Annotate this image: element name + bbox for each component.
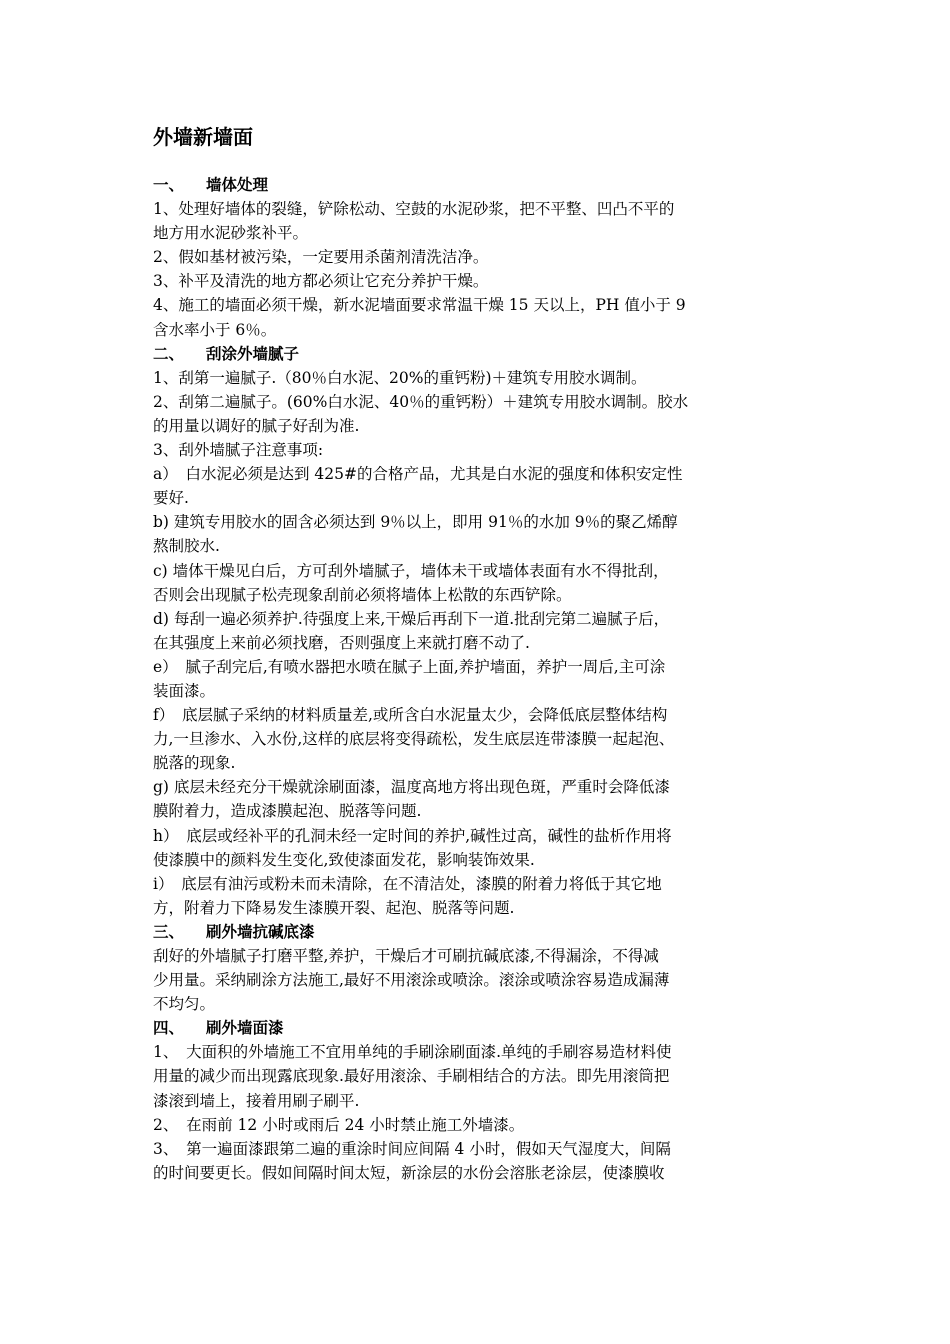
section-number: 三、	[153, 922, 185, 941]
paragraph-line: h） 底层或经补平的孔洞未经一定时间的养护,碱性过高，碱性的盐析作用将	[153, 826, 672, 845]
section-number: 二、	[153, 344, 185, 363]
paragraph-line: 1、 大面积的外墙施工不宜用单纯的手刷涂刷面漆.单纯的手刷容易造材料使	[153, 1043, 672, 1062]
paragraph-line: 脱落的现象.	[153, 754, 236, 773]
paragraph-line: 要好.	[153, 489, 189, 508]
paragraph-line: a） 白水泥必须是达到 425#的合格产品，尤其是白水泥的强度和体积安定性	[153, 465, 683, 484]
paragraph-line: 地方用水泥砂浆补平。	[153, 224, 309, 243]
section-heading	[153, 173, 803, 197]
paragraph-line: 1、刮第一遍腻子.（80％白水泥、20%的重钙粉)＋建筑专用胶水调制。	[153, 368, 647, 387]
paragraph-line: 刮好的外墙腻子打磨平整,养护，干燥后才可刷抗碱底漆,不得漏涂，不得减	[153, 947, 659, 965]
paragraph-line: 使漆膜中的颜料发生变化,致使漆面发花，影响装饰效果.	[153, 850, 535, 869]
paragraph-line: 否则会出现腻子松壳现象刮前必须将墙体上松散的东西铲除。	[153, 585, 572, 604]
paragraph-line: 用量的减少而出现露底现象.最好用滚涂、手刷相结合的方法。即先用滚筒把	[153, 1067, 670, 1086]
paragraph-line: 在其强度上来前必须找磨，否则强度上来就打磨不动了.	[153, 633, 530, 652]
paragraph-line: 少用量。采纳刷涂方法施工,最好不用滚涂或喷涂。滚涂或喷涂容易造成漏薄	[153, 971, 670, 990]
paragraph-line: 1、处理好墙体的裂缝，铲除松动、空鼓的水泥砂浆，把不平整、凹凸不平的	[153, 200, 675, 219]
paragraph-line: c) 墙体干燥见白后，方可刮外墙腻子，墙体未干或墙体表面有水不得批刮，	[153, 561, 669, 580]
document-body	[153, 173, 803, 1185]
paragraph-line: 2、刮第二遍腻子。(60%白水泥、40％的重钙粉）＋建筑专用胶水调制。胶水	[153, 392, 689, 411]
paragraph-line: 3、 第一遍面漆跟第二遍的重涂时间应间隔 4 小时，假如天气湿度大，间隔	[153, 1139, 671, 1158]
paragraph-line: b) 建筑专用胶水的固含必须达到 9％以上，即用 91％的水加 9％的聚乙烯醇	[153, 513, 678, 532]
section-heading	[153, 920, 803, 944]
paragraph-line: 方，附着力下降易发生漆膜开裂、起泡、脱落等问题.	[153, 898, 515, 917]
paragraph-line: 漆滚到墙上，接着用刷子刷平.	[153, 1091, 360, 1110]
paragraph-line: 的用量以调好的腻子好刮为准.	[153, 416, 360, 435]
paragraph-line: 4、施工的墙面必须干燥，新水泥墙面要求常温干燥 15 天以上，PH 值小于 9	[153, 296, 686, 315]
section-number: 四、	[153, 1019, 185, 1038]
section-number: 一、	[153, 176, 185, 194]
paragraph-line: 的时间要更长。假如间隔时间太短，新涂层的水份会溶胀老涂层，使漆膜收	[153, 1163, 665, 1182]
document-title: 外墙新墙面	[153, 125, 253, 149]
paragraph-line: f） 底层腻子采纳的材料质量差,或所含白水泥量太少，会降低底层整体结构	[153, 706, 668, 725]
paragraph-line: 熬制胶水.	[153, 537, 220, 556]
paragraph-line: 不均匀。	[153, 995, 216, 1014]
section-heading	[153, 1016, 803, 1040]
paragraph-line: i） 底层有油污或粉未而未清除，在不清洁处，漆膜的附着力将低于其它地	[153, 874, 662, 893]
paragraph-line: 含水率小于 6％。	[153, 320, 277, 339]
paragraph-line: d) 每刮一遍必须养护.待强度上来,干燥后再刮下一道.批刮完第二遍腻子后，	[153, 609, 670, 628]
paragraph-line: 3、刮外墙腻子注意事项:	[153, 441, 324, 460]
paragraph-line: g) 底层未经充分干燥就涂刷面漆，温度高地方将出现色斑，严重时会降低漆	[153, 778, 670, 797]
paragraph-line: 2、 在雨前 12 小时或雨后 24 小时禁止施工外墙漆。	[153, 1115, 525, 1134]
paragraph-line: e） 腻子刮完后,有喷水器把水喷在腻子上面,养护墙面，养护一周后,主可涂	[153, 657, 666, 676]
section-title: 墙体处理	[206, 176, 269, 194]
paragraph-line: 装面漆。	[153, 681, 216, 700]
paragraph-line: 2、假如基材被污染，一定要用杀菌剂清洗洁净。	[153, 248, 489, 267]
paragraph-line: 3、补平及清洗的地方都必须让它充分养护干燥。	[153, 272, 489, 291]
section-heading	[153, 342, 803, 366]
paragraph-line: 膜附着力，造成漆膜起泡、脱落等问题.	[153, 802, 422, 821]
section-title: 刮涂外墙腻子	[206, 344, 300, 363]
paragraph-line: 力,一旦渗水、入水份,这样的底层将变得疏松，发生底层连带漆膜一起起泡、	[153, 730, 675, 749]
section-title: 刷外墙面漆	[206, 1019, 284, 1038]
section-title: 刷外墙抗碱底漆	[206, 922, 315, 941]
